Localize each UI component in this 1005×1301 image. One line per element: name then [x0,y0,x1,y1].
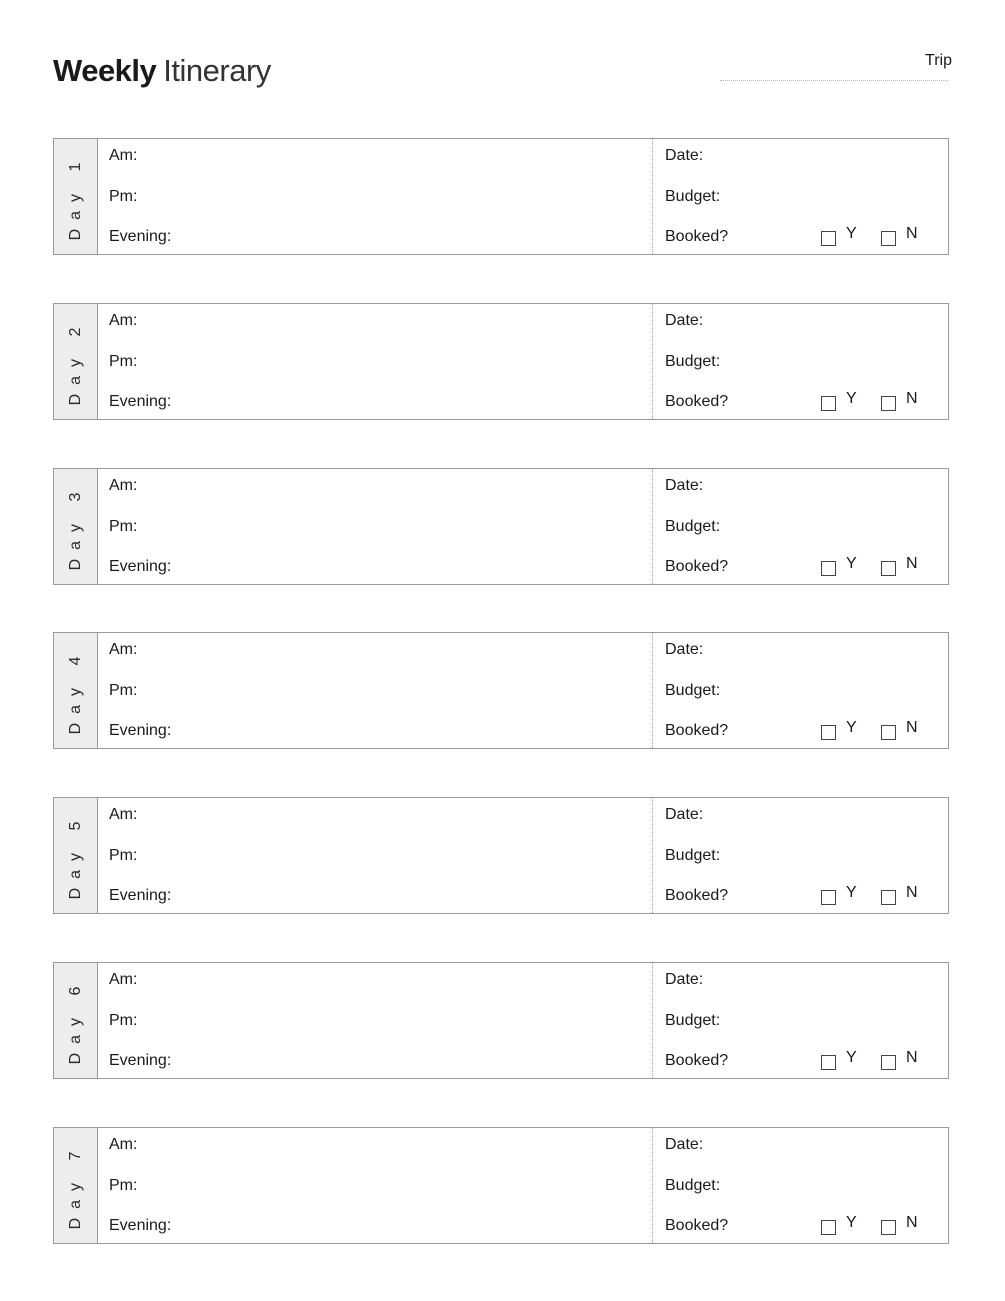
booked-yes-checkbox[interactable] [821,725,836,740]
booked-yes-label: Y [846,225,857,242]
booked-no-label: N [906,225,918,242]
title-light: Itinerary [163,53,271,88]
booked-yes-label: Y [846,555,857,572]
am-label: Am: [109,806,138,823]
evening-label: Evening: [109,393,172,410]
day-tab [54,469,98,584]
am-label: Am: [109,477,138,494]
trip-label: Trip [925,52,952,69]
booked-label: Booked? [665,228,729,245]
booked-no-label: N [906,390,918,407]
booked-no-checkbox[interactable] [881,1055,896,1070]
booked-no-checkbox[interactable] [881,1220,896,1235]
booked-no-checkbox[interactable] [881,396,896,411]
booked-yes-checkbox[interactable] [821,561,836,576]
day-block [53,138,949,255]
column-divider [652,304,653,419]
day-block [53,303,949,420]
booked-yes-label: Y [846,1214,857,1231]
date-label: Date: [665,147,704,164]
booked-label: Booked? [665,558,729,575]
pm-label: Pm: [109,682,138,699]
pm-label: Pm: [109,1177,138,1194]
budget-label: Budget: [665,353,721,370]
day-label: Day 1 [67,153,84,240]
booked-label: Booked? [665,1052,729,1069]
date-label: Date: [665,806,704,823]
day-block [53,1127,949,1244]
booked-no-checkbox[interactable] [881,231,896,246]
day-tab [54,633,98,748]
am-label: Am: [109,147,138,164]
budget-label: Budget: [665,682,721,699]
column-divider [652,1128,653,1243]
evening-label: Evening: [109,1052,172,1069]
trip-input-line[interactable] [720,80,948,81]
day-label: Day 7 [67,1142,84,1229]
day-block [53,962,949,1079]
date-label: Date: [665,477,704,494]
day-label: Day 6 [67,977,84,1064]
evening-label: Evening: [109,722,172,739]
pm-label: Pm: [109,353,138,370]
booked-yes-checkbox[interactable] [821,890,836,905]
am-label: Am: [109,1136,138,1153]
evening-label: Evening: [109,558,172,575]
day-tab [54,1128,98,1243]
booked-label: Booked? [665,722,729,739]
date-label: Date: [665,971,704,988]
booked-label: Booked? [665,1217,729,1234]
am-label: Am: [109,641,138,658]
booked-label: Booked? [665,887,729,904]
booked-yes-label: Y [846,1049,857,1066]
evening-label: Evening: [109,1217,172,1234]
booked-yes-checkbox[interactable] [821,396,836,411]
budget-label: Budget: [665,188,721,205]
booked-yes-checkbox[interactable] [821,1055,836,1070]
evening-label: Evening: [109,887,172,904]
booked-yes-checkbox[interactable] [821,1220,836,1235]
day-block [53,797,949,914]
column-divider [652,633,653,748]
pm-label: Pm: [109,188,138,205]
day-tab [54,963,98,1078]
pm-label: Pm: [109,518,138,535]
day-label: Day 2 [67,318,84,405]
date-label: Date: [665,1136,704,1153]
booked-no-label: N [906,884,918,901]
budget-label: Budget: [665,847,721,864]
booked-no-label: N [906,1049,918,1066]
booked-no-checkbox[interactable] [881,725,896,740]
booked-no-label: N [906,555,918,572]
column-divider [652,139,653,254]
date-label: Date: [665,312,704,329]
day-tab [54,304,98,419]
title-bold: Weekly [53,53,157,88]
pm-label: Pm: [109,847,138,864]
day-label: Day 3 [67,483,84,570]
booked-yes-label: Y [846,719,857,736]
booked-no-checkbox[interactable] [881,890,896,905]
day-tab [54,139,98,254]
budget-label: Budget: [665,1177,721,1194]
day-block [53,632,949,749]
booked-no-label: N [906,719,918,736]
day-block [53,468,949,585]
am-label: Am: [109,971,138,988]
day-tab [54,798,98,913]
day-label: Day 4 [67,647,84,734]
column-divider [652,469,653,584]
pm-label: Pm: [109,1012,138,1029]
booked-label: Booked? [665,393,729,410]
am-label: Am: [109,312,138,329]
date-label: Date: [665,641,704,658]
evening-label: Evening: [109,228,172,245]
booked-yes-label: Y [846,884,857,901]
booked-yes-checkbox[interactable] [821,231,836,246]
booked-no-label: N [906,1214,918,1231]
page-title [53,52,271,90]
day-label: Day 5 [67,812,84,899]
column-divider [652,963,653,1078]
column-divider [652,798,653,913]
budget-label: Budget: [665,518,721,535]
booked-yes-label: Y [846,390,857,407]
budget-label: Budget: [665,1012,721,1029]
booked-no-checkbox[interactable] [881,561,896,576]
